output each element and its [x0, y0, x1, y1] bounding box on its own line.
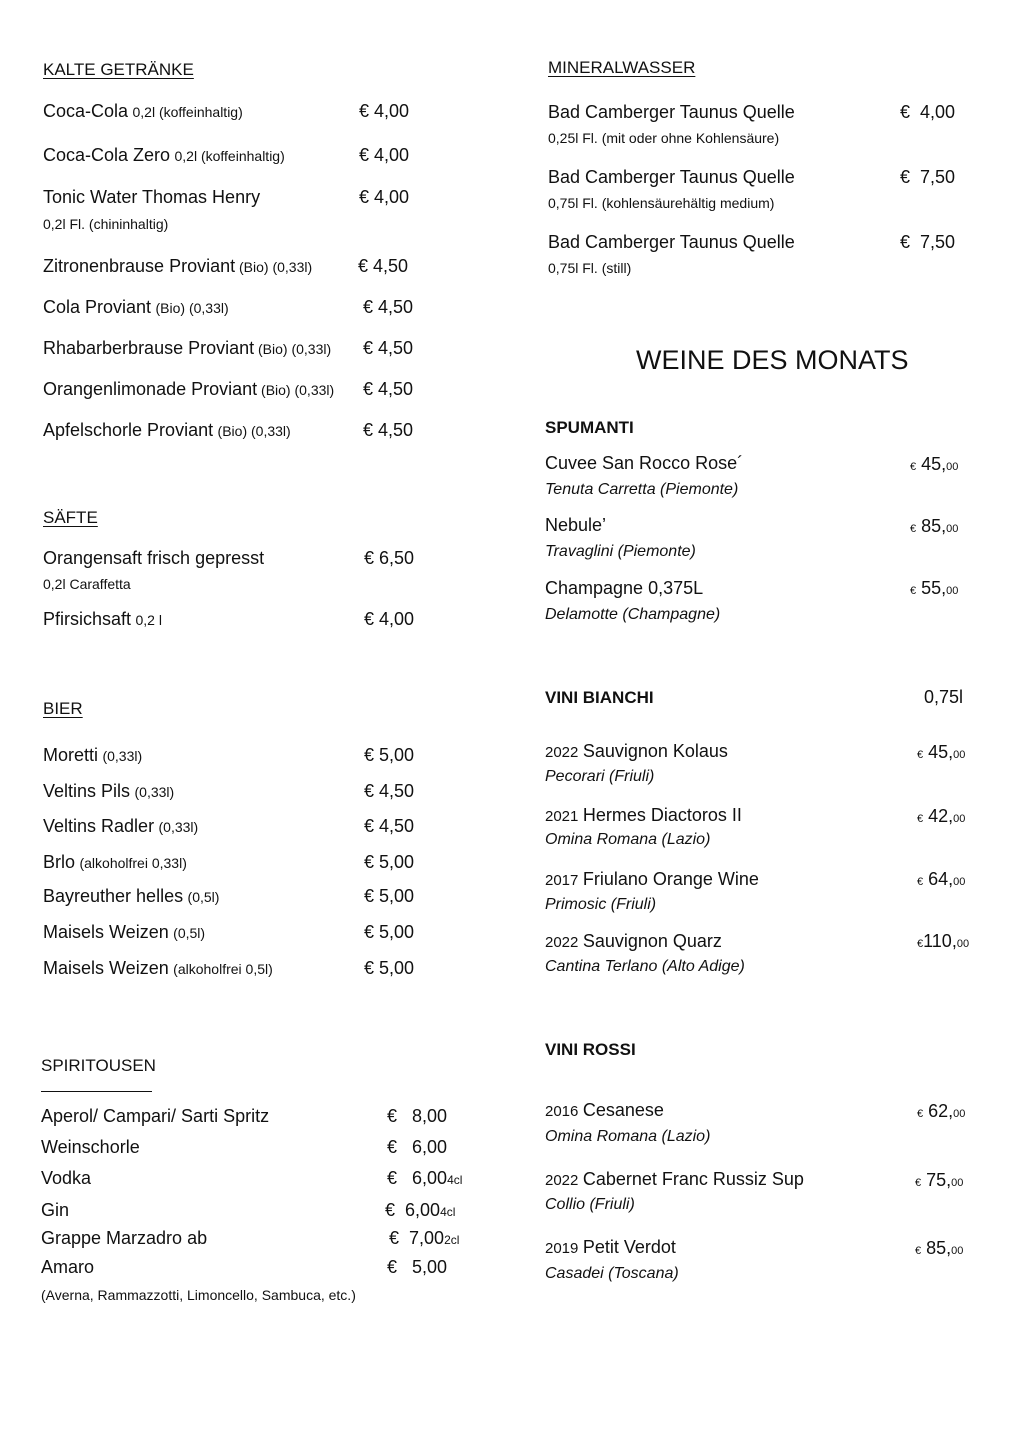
section-title-mineralwasser: MINERALWASSER	[548, 58, 696, 77]
menu-item: Veltins Radler (0,33l)	[43, 816, 199, 836]
wine-name: 2022 Sauvignon Quarz	[545, 931, 722, 951]
section-title-kalte-getraenke: KALTE GETRÄNKE	[43, 60, 194, 79]
wine-name: 2022 Sauvignon Kolaus	[545, 741, 728, 761]
menu-item-sub: 0,75l Fl. (still)	[548, 260, 632, 276]
price: € 55,00	[910, 578, 959, 598]
menu-item-sub: 0,2l Fl. (chininhaltig)	[43, 216, 169, 232]
price: € 6,004cl	[387, 1168, 463, 1188]
price: € 6,004cl	[385, 1200, 456, 1220]
price: € 45,00	[910, 454, 959, 474]
price: € 6,00	[387, 1137, 448, 1157]
menu-item: Orangenlimonade Proviant (Bio) (0,33l)	[43, 379, 335, 399]
menu-item: Gin	[41, 1200, 70, 1220]
wine-origin: Pecorari (Friuli)	[545, 768, 655, 785]
section-title-vini-rossi: VINI ROSSI	[545, 1040, 636, 1059]
menu-item: Rhabarberbrause Proviant (Bio) (0,33l)	[43, 338, 332, 358]
wine-name: 2022 Cabernet Franc Russiz Sup	[545, 1169, 804, 1189]
price: € 8,00	[387, 1106, 448, 1126]
section-title-saefte: SÄFTE	[43, 508, 98, 527]
price: € 4,00	[900, 102, 956, 122]
price: € 85,00	[915, 1238, 964, 1258]
price: € 5,00	[364, 745, 415, 765]
price: € 4,50	[364, 781, 415, 801]
price: € 5,00	[387, 1257, 448, 1277]
wine-name: 2016 Cesanese	[545, 1100, 664, 1120]
price: € 5,00	[364, 922, 415, 942]
wine-name: 2019 Petit Verdot	[545, 1237, 676, 1257]
menu-item: Veltins Pils (0,33l)	[43, 781, 175, 801]
wine-name: 2021 Hermes Diactoros II	[545, 805, 742, 825]
divider	[41, 1091, 152, 1092]
price: € 5,00	[364, 886, 415, 906]
price: € 6,50	[364, 548, 415, 568]
wine-origin: Delamotte (Champagne)	[545, 606, 721, 623]
price: € 45,00	[917, 742, 966, 762]
menu-item: Vodka	[41, 1168, 92, 1188]
wine-origin: Collio (Friuli)	[545, 1196, 635, 1213]
menu-item: Cola Proviant (Bio) (0,33l)	[43, 297, 229, 317]
wine-origin: Omina Romana (Lazio)	[545, 831, 711, 848]
price: € 7,50	[900, 232, 956, 252]
wine-origin: Primosic (Friuli)	[545, 896, 657, 913]
price: € 4,00	[364, 609, 415, 629]
price: € 4,50	[363, 379, 414, 399]
wine-origin: Travaglini (Piemonte)	[545, 543, 696, 560]
price: € 4,50	[358, 256, 409, 276]
section-title-spumanti: SPUMANTI	[545, 418, 634, 437]
price: € 62,00	[917, 1101, 966, 1121]
wine-name: Nebule’	[545, 515, 607, 535]
wine-origin: Cantina Terlano (Alto Adige)	[545, 958, 745, 975]
page-title-weine: WEINE DES MONATS	[636, 345, 909, 375]
section-title-bier: BIER	[43, 699, 83, 718]
price: €110,00	[917, 931, 970, 951]
menu-item: Moretti (0,33l)	[43, 745, 143, 765]
menu-item: Tonic Water Thomas Henry	[43, 187, 261, 207]
menu-item: Bayreuther helles (0,5l)	[43, 886, 220, 906]
wine-name: Champagne 0,375L	[545, 578, 704, 598]
price: € 4,50	[363, 297, 414, 317]
price: € 75,00	[915, 1170, 964, 1190]
price: € 7,50	[900, 167, 956, 187]
spirituosen-note: (Averna, Rammazzotti, Limoncello, Sambuca, etc.)	[41, 1287, 356, 1303]
menu-item: Aperol/ Campari/ Sarti Spritz	[41, 1106, 270, 1126]
price: € 7,002cl	[389, 1228, 460, 1248]
menu-item: Orangensaft frisch gepresst	[43, 548, 265, 568]
menu-item-sub: 0,25l Fl. (mit oder ohne Kohlensäure)	[548, 130, 780, 146]
menu-item: Bad Camberger Taunus Quelle	[548, 102, 795, 122]
wine-origin: Casadei (Toscana)	[545, 1265, 679, 1282]
price: € 4,50	[363, 420, 414, 440]
menu-item: Brlo (alkoholfrei 0,33l)	[43, 852, 187, 872]
price: € 42,00	[917, 806, 966, 826]
price: € 4,50	[363, 338, 414, 358]
menu-item: Coca-Cola Zero 0,2l (koffeinhaltig)	[43, 145, 285, 165]
menu-item: Bad Camberger Taunus Quelle	[548, 232, 795, 252]
wine-name: Cuvee San Rocco Rose´	[545, 453, 744, 473]
price: € 5,00	[364, 852, 415, 872]
wine-name: 2017 Friulano Orange Wine	[545, 869, 759, 889]
menu-item: Pfirsichsaft 0,2 l	[43, 609, 162, 629]
menu-item: Maisels Weizen (0,5l)	[43, 922, 206, 942]
menu-item: Amaro	[41, 1257, 95, 1277]
menu-item: Grappe Marzadro ab	[41, 1228, 208, 1248]
menu-item: Apfelschorle Proviant (Bio) (0,33l)	[43, 420, 291, 440]
menu-item-sub: 0,2l Caraffetta	[43, 576, 131, 592]
menu-item: Weinschorle	[41, 1137, 140, 1157]
menu-item: Coca-Cola 0,2l (koffeinhaltig)	[43, 101, 243, 121]
price: € 64,00	[917, 869, 966, 889]
volume-label: 0,75l	[924, 687, 964, 707]
menu-item: Zitronenbrause Proviant (Bio) (0,33l)	[43, 256, 313, 276]
section-title-spirituosen: SPIRITOUSEN	[41, 1056, 156, 1075]
price: € 5,00	[364, 958, 415, 978]
wine-origin: Tenuta Carretta (Piemonte)	[545, 481, 739, 498]
price: € 85,00	[910, 516, 959, 536]
menu-item: Bad Camberger Taunus Quelle	[548, 167, 795, 187]
menu-item: Maisels Weizen (alkoholfrei 0,5l)	[43, 958, 273, 978]
wine-origin: Omina Romana (Lazio)	[545, 1128, 711, 1145]
price: € 4,00	[359, 145, 410, 165]
menu-item-sub: 0,75l Fl. (kohlensäurehältig medium)	[548, 195, 775, 211]
price: € 4,50	[364, 816, 415, 836]
section-title-vini-bianchi: VINI BIANCHI	[545, 688, 654, 707]
price: € 4,00	[359, 187, 410, 207]
price: € 4,00	[359, 101, 410, 121]
